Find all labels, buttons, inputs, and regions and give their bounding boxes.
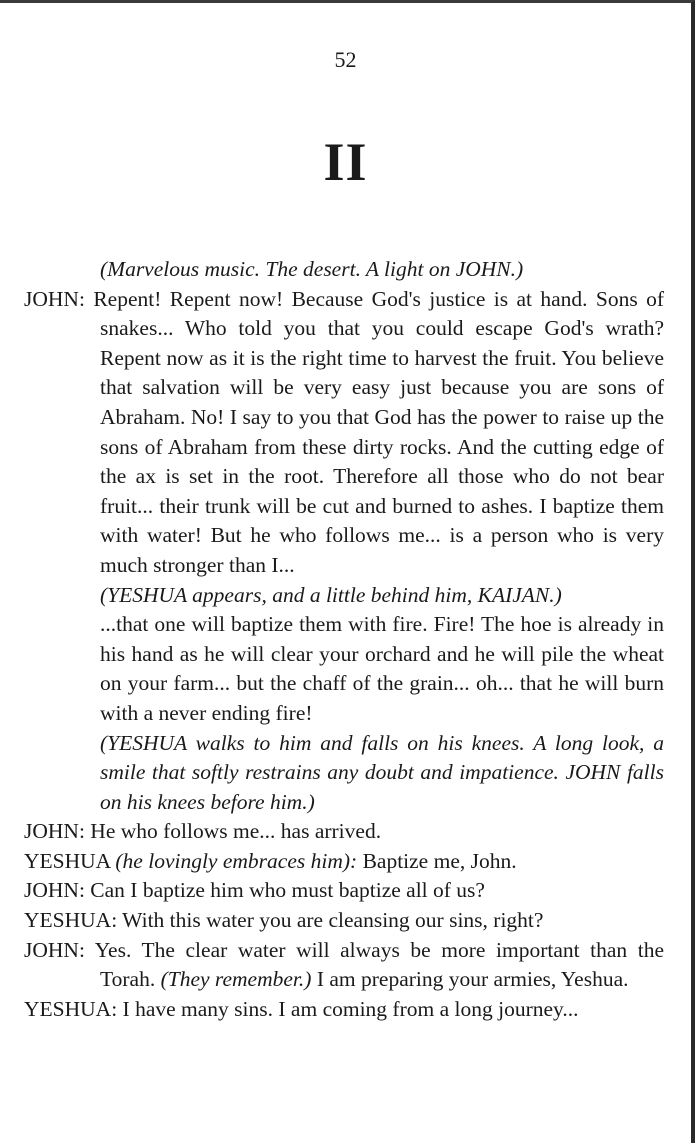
speaker-name: JOHN:: [24, 286, 85, 311]
stage-direction: (YESHUA walks to him and falls on his knees. A long look, a smile that softly restrains any doubt and impatience. JOHN falls on his knees before him.): [100, 730, 664, 814]
inline-direction: (They remember.): [160, 967, 312, 992]
dialogue-line: [24, 817, 664, 847]
stage-direction: (YESHUA appears, and a little behind him, KAIJAN.): [100, 582, 562, 607]
inline-direction: (he lovingly embraces him):: [115, 848, 358, 873]
speaker-name: YESHUA:: [24, 908, 118, 933]
stage-direction: (Marvelous music. The desert. A light on JOHN.): [100, 257, 524, 281]
dialogue-line: [24, 995, 664, 1025]
speaker-name: JOHN:: [24, 819, 85, 844]
dialogue-text: Baptize me, John.: [362, 848, 517, 873]
speaker-name: JOHN:: [24, 878, 85, 903]
dialogue-text: With this water you are cleansing our sins, right?: [122, 908, 544, 933]
dialogue-text: ...that one will baptize them with fire. Fire! The hoe is already in his hand as he will clear your orchard and he will pile the wheat on your farm... but the chaff of the grain... oh... that he will burn with a never ending fire!: [100, 612, 664, 725]
dialogue-text: Can I baptize him who must baptize all of us?: [90, 878, 485, 903]
dialogue-text: He who follows me... has arrived.: [90, 819, 382, 844]
chapter-title: II: [323, 132, 368, 192]
speaker-name: JOHN:: [24, 937, 85, 962]
page-number: 52: [334, 47, 357, 72]
dialogue-text: I have many sins. I am coming from a long journey...: [122, 996, 579, 1021]
dialogue-text: I am preparing your armies, Yeshua.: [316, 967, 629, 992]
speaker-name: YESHUA: [24, 848, 111, 873]
dialogue-line: [24, 285, 664, 581]
dialogue-line: [24, 906, 664, 936]
dialogue-line: [24, 847, 664, 877]
dialogue-line: [24, 876, 664, 906]
script-body: [24, 255, 664, 1024]
speaker-name: YESHUA:: [24, 996, 118, 1021]
dialogue-text: Yes. The clear water will always be more important than the Torah.: [94, 937, 664, 992]
dialogue-line: [24, 936, 664, 995]
dialogue-text: Repent! Repent now! Because God's justice is at hand. Sons of snakes... Who told you that you could escape God's wrath? Repent now as it is the right time to harvest the fruit. You believe that salvation will be very easy just because you are sons of Abraham. No! I say to you that God has the power to raise up the sons of Abraham from these dirty rocks. And the cutting edge of the ax is set in the root. Therefore all those who do not bear fruit... their trunk will be cut and burned to ashes. I baptize them with water! But he who follows me... is a person who is very much stronger than I...: [93, 286, 665, 577]
